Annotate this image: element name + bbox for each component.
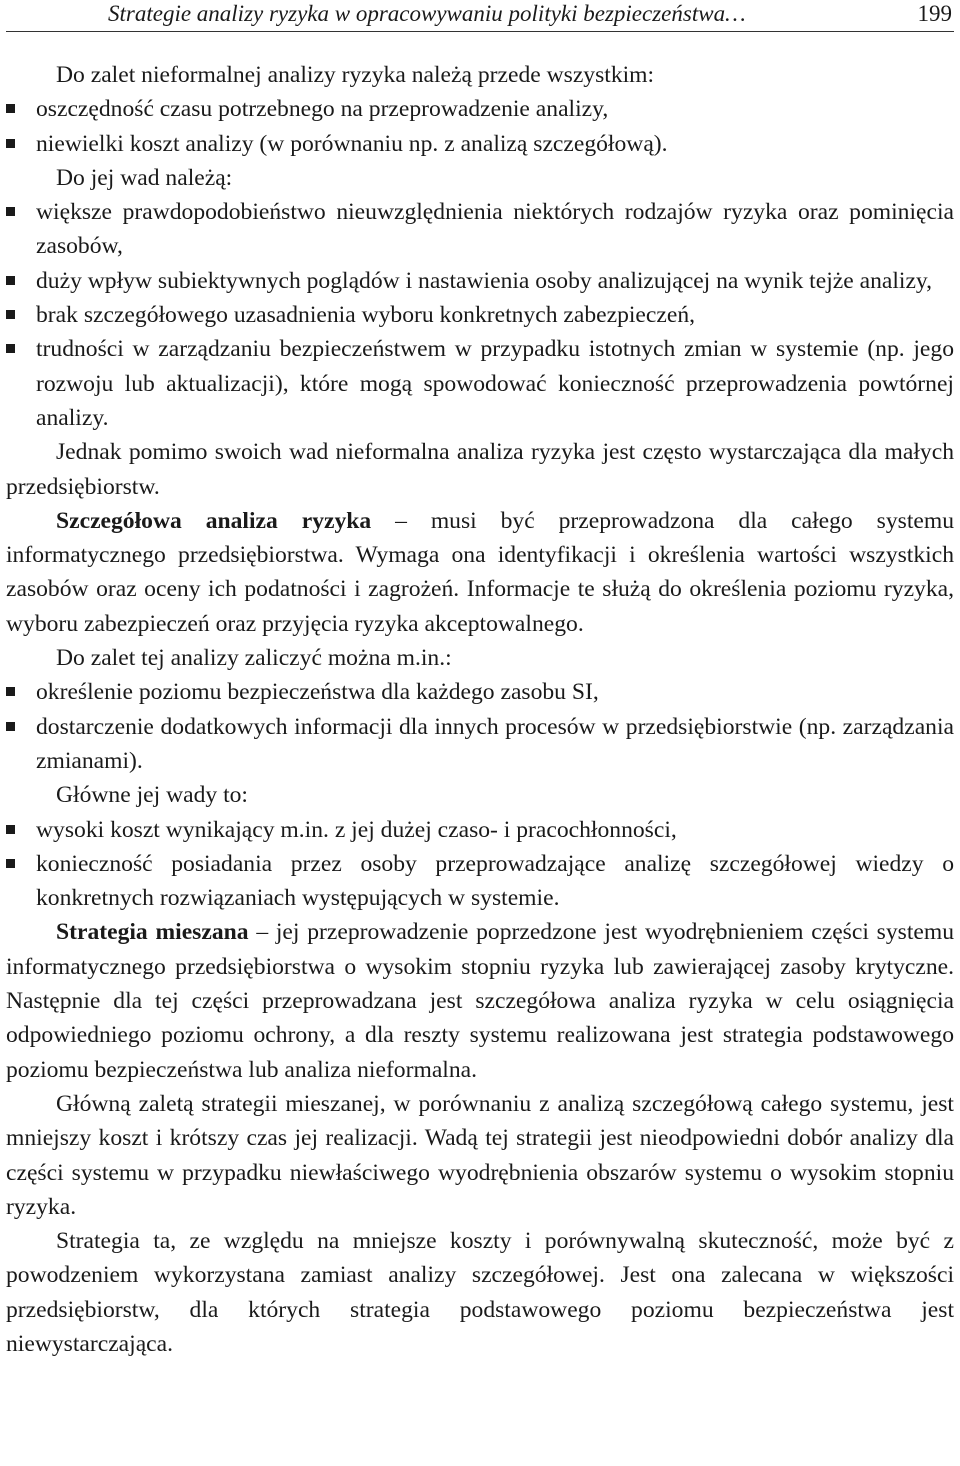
square-bullet-icon bbox=[6, 344, 15, 353]
page-body bbox=[6, 58, 954, 1361]
list-item bbox=[6, 847, 954, 916]
square-bullet-icon bbox=[6, 139, 15, 148]
detailed-disadvantages-list bbox=[6, 813, 954, 916]
list-item bbox=[6, 298, 954, 332]
detailed-advantages-list bbox=[6, 675, 954, 778]
list-item-text: oszczędność czasu potrzebnego na przeprowadzenie analizy, bbox=[36, 96, 609, 123]
list-item bbox=[6, 195, 954, 264]
square-bullet-icon bbox=[6, 722, 15, 731]
list-item-text: określenie poziomu bezpieczeństwa dla każdego zasobu SI, bbox=[36, 679, 599, 706]
list-item bbox=[6, 127, 954, 161]
mixed-strategy-text: – jej przeprowadzenie poprzedzone jest wyodrębnieniem części systemu informatycznego przedsiębiorstwa o wysokim stopniu ryzyka lub zawierającej zasoby krytyczne. Następnie dla tej części przeprowadzana jest szczegółowa analiza ryzyka w celu osiągnięcia odpowiedniego poziomu ochrony, a dla reszty systemu realizowana jest strategia podstawowego poziomu bezpieczeństwa lub analiza nieformalna. bbox=[6, 919, 954, 1083]
informal-disadvantages-list bbox=[6, 195, 954, 435]
list-item bbox=[6, 332, 954, 435]
detailed-analysis-term: Szczegółowa analiza ryzyka bbox=[56, 507, 372, 534]
square-bullet-icon bbox=[6, 276, 15, 285]
list-item bbox=[6, 264, 954, 298]
square-bullet-icon bbox=[6, 687, 15, 696]
square-bullet-icon bbox=[6, 207, 15, 216]
informal-disadvantages-intro: Do jej wad należą: bbox=[56, 164, 233, 191]
informal-advantages-intro: Do zalet nieformalnej analizy ryzyka należą przede wszystkim: bbox=[56, 62, 655, 88]
list-item-text: wysoki koszt wynikający m.in. z jej dużej czaso- i pracochłonności, bbox=[36, 816, 677, 843]
mixed-strategy-conclusion: Strategia ta, ze względu na mniejsze koszty i porównywalną skuteczność, może być z powodzeniem wykorzystana zamiast analizy szczegółowej. Jest ona zalecana w większości przedsiębiorstw, dla których strategia podstawowego poziomu bezpieczeństwa jest niewystarczająca. bbox=[6, 1228, 954, 1357]
square-bullet-icon bbox=[6, 310, 15, 319]
list-item-text: dostarczenie dodatkowych informacji dla innych procesów w przedsiębiorstwie (np. zarządzania zmianami). bbox=[36, 713, 954, 774]
list-item bbox=[6, 675, 954, 709]
list-item bbox=[6, 813, 954, 847]
informal-advantages-list bbox=[6, 92, 954, 161]
detailed-disadvantages-intro: Główne jej wady to: bbox=[56, 782, 248, 809]
square-bullet-icon bbox=[6, 859, 15, 868]
running-title: Strategie analizy ryzyka w opracowywaniu polityki bezpieczeństwa… bbox=[108, 1, 746, 26]
list-item-text: trudności w zarządzaniu bezpieczeństwem w przypadku istotnych zmian w systemie (np. jego rozwoju lub aktualizacji), które mogą spowodować konieczność przeprowadzenia powtórnej analizy. bbox=[36, 336, 954, 431]
detailed-advantages-intro: Do zalet tej analizy zaliczyć można m.in.: bbox=[56, 645, 452, 672]
square-bullet-icon bbox=[6, 104, 15, 113]
page-number: 199 bbox=[917, 1, 952, 26]
list-item-text: duży wpływ subiektywnych poglądów i nastawienia osoby analizującej na wynik tejże analizy, bbox=[36, 267, 933, 294]
list-item-text: brak szczegółowego uzasadnienia wyboru konkretnych zabezpieczeń, bbox=[36, 302, 696, 329]
list-item bbox=[6, 92, 954, 126]
running-header bbox=[6, 0, 954, 32]
list-item-text: konieczność posiadania przez osoby przeprowadzające analizę szczegółowej wiedzy o konkretnych rozwiązaniach występujących w systemie. bbox=[36, 850, 954, 912]
informal-conclusion: Jednak pomimo swoich wad nieformalna analiza ryzyka jest często wystarczająca dla małych przedsiębiorstw. bbox=[6, 439, 954, 500]
mixed-strategy-advantage: Główną zaletą strategii mieszanej, w porównaniu z analizą szczegółową całego systemu, jest mniejszy koszt i krótszy czas jej realizacji. Wadą tej strategii jest nieodpowiedni dobór analizy dla części systemu w przypadku niewłaściwego wyodrębnienia obszarów systemu o wysokim stopniu ryzyka. bbox=[6, 1090, 954, 1220]
detailed-analysis-paragraph bbox=[6, 504, 954, 641]
detailed-analysis-text: – musi być przeprowadzona dla całego systemu informatycznego przedsiębiorstwa. Wymaga ona identyfikacji i określenia wartości wszystkich zasobów oraz oceny ich podatności i zagrożeń. Informacje te służą do określenia poziomu ryzyka, wyboru zabezpieczeń oraz przyjęcia ryzyka akceptowalnego. bbox=[6, 507, 954, 637]
mixed-strategy-term: Strategia mieszana bbox=[56, 919, 249, 946]
list-item bbox=[6, 710, 954, 779]
mixed-strategy-paragraph bbox=[6, 915, 954, 1086]
list-item-text: większe prawdopodobieństwo nieuwzględnienia niektórych rodzajów ryzyka oraz pominięcia zasobów, bbox=[36, 199, 954, 260]
square-bullet-icon bbox=[6, 825, 15, 834]
list-item-text: niewielki koszt analizy (w porównaniu np. z analizą szczegółową). bbox=[36, 130, 668, 157]
